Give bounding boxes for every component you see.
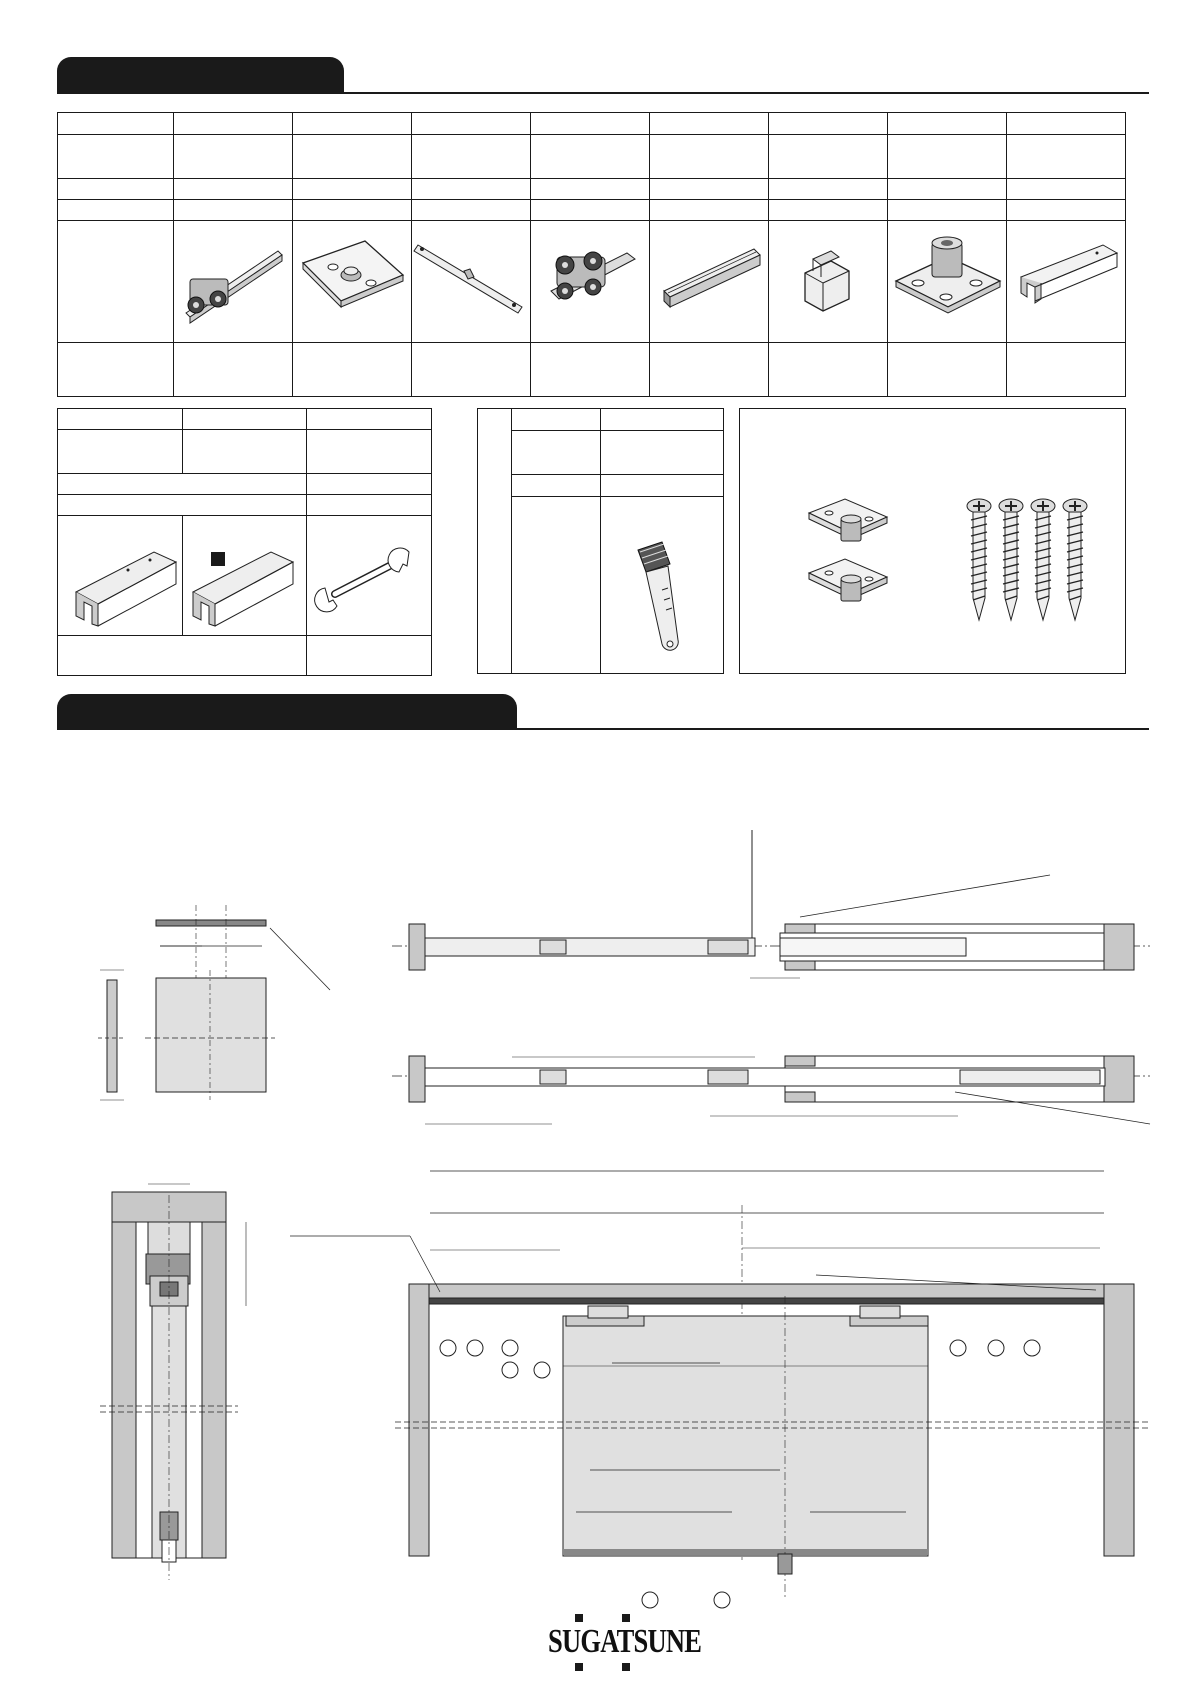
divider xyxy=(511,408,512,674)
roller-carriage-icon xyxy=(531,221,650,343)
section-rule xyxy=(57,728,1149,730)
table-row xyxy=(58,200,1126,221)
divider xyxy=(511,430,723,431)
installation-drawing xyxy=(0,760,1192,1640)
divider xyxy=(600,408,601,674)
logo-mark xyxy=(575,1614,583,1622)
section-header-tab-drawing xyxy=(57,694,517,730)
floor-guide-plate-icon xyxy=(888,221,1007,343)
door-front-view-small xyxy=(145,970,275,1100)
table-row xyxy=(58,474,432,495)
table-row xyxy=(58,430,432,474)
spanner-icon xyxy=(307,516,432,636)
logo-mark xyxy=(622,1614,630,1622)
door-edge-view-small xyxy=(98,970,126,1100)
row-label-cell xyxy=(58,113,174,135)
table-row-images xyxy=(58,221,1126,343)
guide-plate-icon xyxy=(805,495,895,615)
section-view xyxy=(100,1184,246,1580)
track-profile-icon xyxy=(650,221,769,343)
logo-mark xyxy=(622,1663,630,1671)
table-row-images xyxy=(58,516,432,636)
brand-logo: SUGATSUNE xyxy=(548,1623,702,1660)
row-label-cell xyxy=(58,179,174,200)
end-stopper-icon xyxy=(769,221,888,343)
adjustment-brush-tool-icon xyxy=(620,540,700,660)
rail-profile-icon xyxy=(58,516,183,636)
rail-profile-marked-icon xyxy=(183,516,307,636)
wood-screw-icon xyxy=(965,498,1095,624)
parts-table xyxy=(57,112,1126,397)
roller-on-rail-icon xyxy=(174,221,293,343)
link-bar-icon xyxy=(412,221,531,343)
section-header-tab-parts xyxy=(57,57,344,93)
table-row xyxy=(58,113,1126,135)
row-label-cell xyxy=(58,343,174,397)
table-row xyxy=(58,636,432,676)
row-label-cell xyxy=(58,135,174,179)
rail-table xyxy=(57,408,432,676)
table-row xyxy=(58,135,1126,179)
table-row xyxy=(58,343,1126,397)
front-elevation xyxy=(290,1171,1150,1608)
table-row xyxy=(58,495,432,516)
logo-mark xyxy=(575,1663,583,1671)
mounting-plate-icon xyxy=(293,221,412,343)
rail-plan-view-2 xyxy=(392,1056,1150,1124)
table-row xyxy=(58,179,1126,200)
divider xyxy=(511,496,723,497)
section-rule xyxy=(57,92,1149,94)
rail-plan-view-1 xyxy=(392,830,1150,978)
channel-icon xyxy=(1007,221,1126,343)
divider xyxy=(511,474,723,475)
table-row xyxy=(58,409,432,430)
row-label-cell xyxy=(58,200,174,221)
